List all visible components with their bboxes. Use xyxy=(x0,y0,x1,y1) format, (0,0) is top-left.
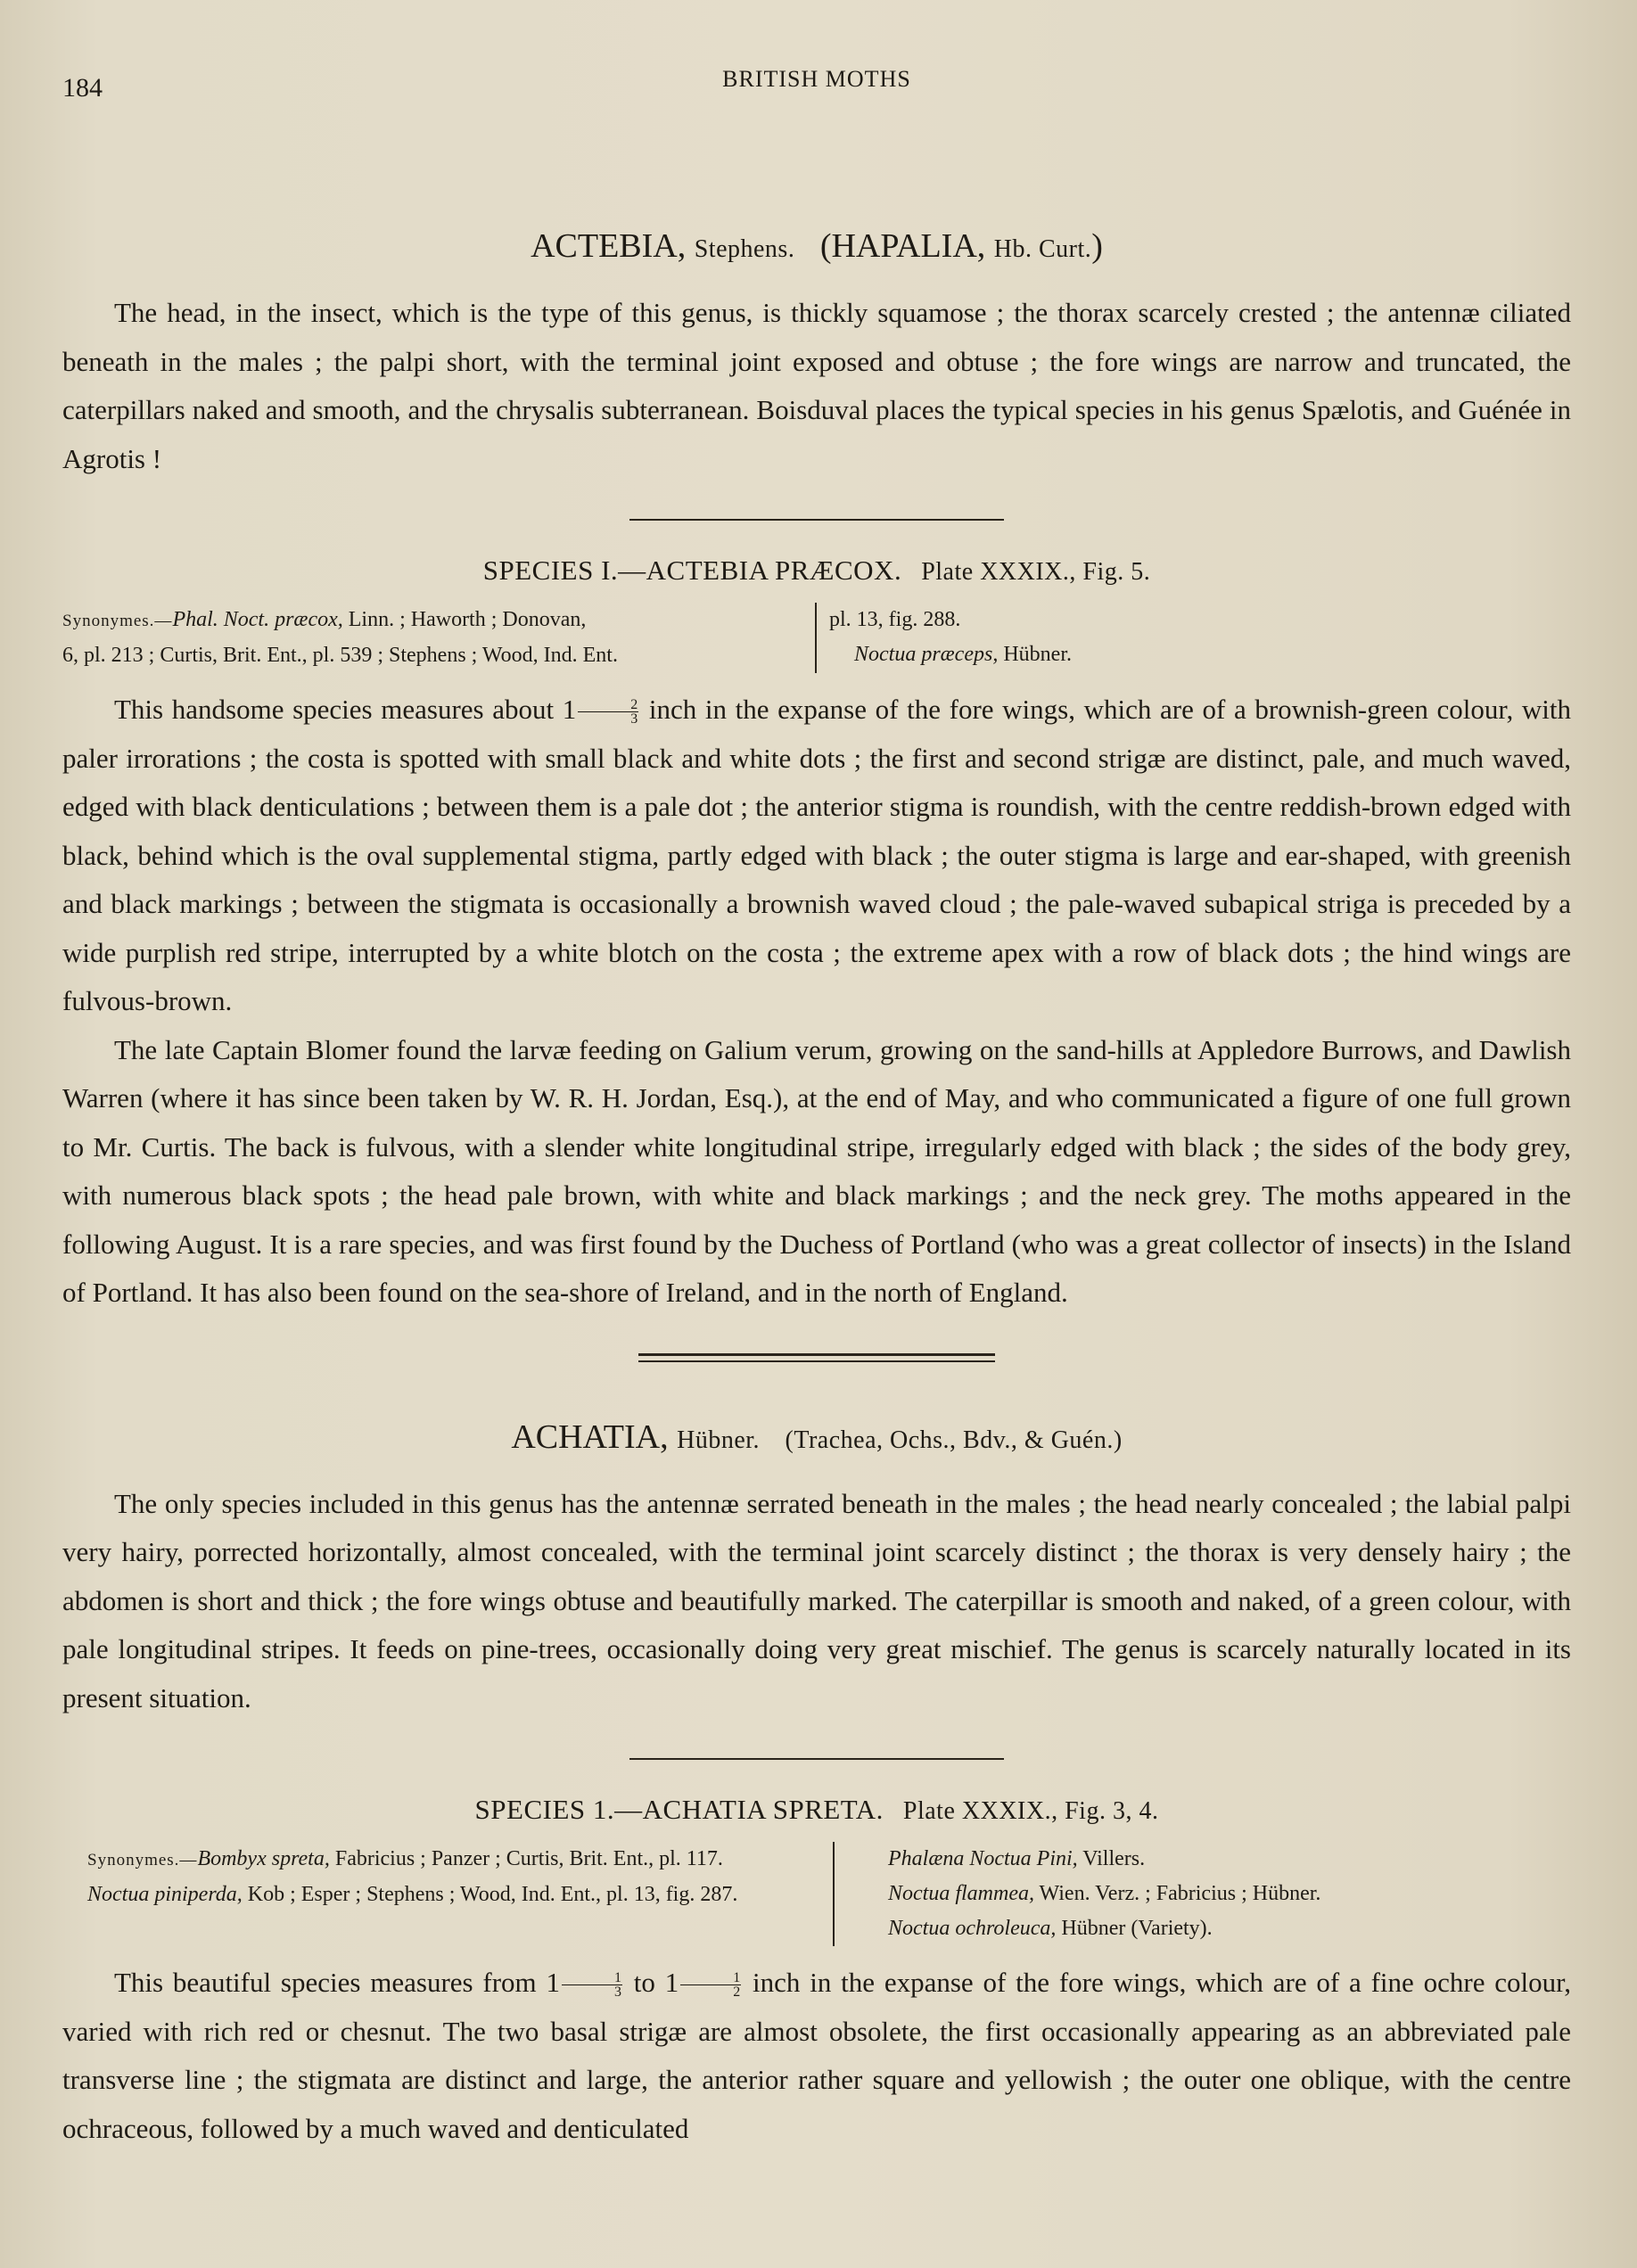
genus-name: ACHATIA, xyxy=(511,1418,678,1456)
alt-genus-close: ) xyxy=(1091,227,1103,265)
species-title: SPECIES 1.—ACHATIA SPRETA. xyxy=(474,1794,884,1825)
running-head xyxy=(62,62,1571,116)
running-title: BRITISH MOTHS xyxy=(722,66,911,92)
synonyms-block-spreta xyxy=(62,1842,1571,1946)
species-heading-spreta xyxy=(62,1794,1571,1826)
synonym-authors: Fabricius ; Panzer ; Curtis, Brit. Ent., pl. 117. xyxy=(329,1847,723,1870)
synonyms-left-column xyxy=(62,603,817,673)
genus-heading-achatia xyxy=(62,1418,1571,1457)
synonym-name: Noctua flammea, xyxy=(888,1882,1034,1905)
synonym-name: Phalæna Noctua Pini, xyxy=(888,1847,1078,1870)
plate-reference: Plate XXXIX., Fig. 3, 4. xyxy=(902,1797,1159,1825)
genus-divider xyxy=(638,1353,995,1362)
synonym-authors: Villers. xyxy=(1077,1847,1146,1870)
plate-reference: Plate XXXIX., Fig. 5. xyxy=(921,558,1151,586)
genus-name: ACTEBIA, xyxy=(531,227,695,265)
species-title: SPECIES I.—ACTEBIA PRÆCOX. xyxy=(482,555,902,586)
genus-heading-actebia xyxy=(62,226,1571,266)
larva-description-praecox: The late Captain Blomer found the larvæ feeding on Galium verum, growing on the sand-hills at Appledore Burrows, and Dawlish Warren (where it has since been taken by W. R. H. Jordan, Esq.), at the end of May, and who communicated a figure of one full grown to Mr. Curtis. The back is fulvous, with a slender white longitudinal stripe, irregularly edged with black ; the sides of the body grey, with numerous black spots ; the head pale brown, with white and black markings ; and the neck grey. The moths appeared in the following August. It is a rare species, and was first found by the Duchess of Portland (who was a great collector of insects) in the Island of Portland. It has also been found on the sea-shore of Ireland, and in the north of England. xyxy=(62,1033,1571,1308)
alt-genus-author: Hb. Curt. xyxy=(993,235,1092,263)
section-divider xyxy=(629,1758,1004,1760)
alt-genus-names: (Trachea, Ochs., Bdv., & Guén.) xyxy=(785,1426,1123,1454)
genus-description-achatia: The only species included in this genus has the antennæ serrated beneath in the males ; the head nearly concealed ; the labial palpi very hairy, porrected horizontally, almost concealed, with the terminal joint scarcely distinct ; the thorax is very densely hairy ; the abdomen is short and thick ; the fore wings obtuse and beautifully marked. The caterpillar is smooth and naked, of a green colour, with pale longitudinal stripes. It feeds on pine-trees, occasionally doing very great mischief. The genus is scarcely naturally located in its present situation. xyxy=(62,1487,1571,1713)
fraction: $\frac{1}{2}$ xyxy=(680,1971,741,1999)
synonym-name: Noctua piniperda, xyxy=(87,1883,243,1906)
species-heading-praecox xyxy=(62,555,1571,587)
synonym-reference: pl. 13, fig. 288. xyxy=(829,608,961,631)
species-description-spreta: This beautiful species measures from 1 $\frac{1}{3}$ to 1 $\frac{1}{2}$ inch in the expanse of the fore wings, which are of a fine ochre colour, varied with rich red or chesnut. The two basal strigæ are almost obsolete, the first occasionally appearing as an abbreviated pale transverse line ; the stigmata are distinct and large, the anterior rather square and yellowish ; the outer one oblique, with the centre ochraceous, followed by a much waved and denticulated xyxy=(62,1967,1571,2144)
alt-genus-name: (HAPALIA, xyxy=(819,227,994,265)
synonyms-right-column xyxy=(835,1842,1320,1946)
section-divider xyxy=(629,519,1004,521)
species-description-praecox: This handsome species measures about 1 $\frac{2}{3}$ inch in the expanse of the fore wings, which are of a brownish-green colour, with paler irrorations ; the costa is spotted with small black and white dots ; the first and second strigæ are distinct, pale, and much waved, edged with black denticulations ; between them is a pale dot ; the anterior stigma is roundish, with the centre reddish-brown edged with black, behind which is the oval supplemental stigma, partly edged with black ; the outer stigma is large and ear-shaped, with greenish and black markings ; between the stigmata is occasionally a brownish waved cloud ; the pale-waved subapical striga is preceded by a wide purplish red stripe, interrupted by a white blotch on the costa ; the extreme apex with a row of black dots ; the hind wings are fulvous-brown. xyxy=(62,694,1572,1016)
synonyms-label: Synonymes.— xyxy=(87,1851,198,1869)
synonyms-left-column xyxy=(62,1842,835,1946)
synonyms-block-praecox xyxy=(62,603,1571,673)
genus-description-actebia: The head, in the insect, which is the type of this genus, is thickly squamose ; the thorax scarcely crested ; the antennæ ciliated beneath in the males ; the palpi short, with the terminal joint exposed and obtuse ; the fore wings are narrow and truncated, the caterpillars naked and smooth, and the chrysalis subterranean. Boisduval places the typical species in his genus Spælotis, and Guénée in Agrotis ! xyxy=(62,297,1571,474)
genus-author: Stephens. xyxy=(694,235,795,263)
fraction: $\frac{2}{3}$ xyxy=(578,698,638,726)
fraction: $\frac{1}{3}$ xyxy=(562,1971,622,1999)
synonym-authors: Hübner (Variety). xyxy=(1056,1917,1213,1940)
synonym-name: Noctua ochroleuca, xyxy=(888,1917,1057,1940)
synonym-authors: Linn. ; Haworth ; Donovan, xyxy=(342,608,587,631)
synonym-authors: Hübner. xyxy=(998,643,1072,666)
synonym-authors: Kob ; Esper ; Stephens ; Wood, Ind. Ent., pl. 13, fig. 287. xyxy=(242,1883,738,1906)
synonyms-right-column xyxy=(817,603,1072,673)
synonym-name: Noctua præceps, xyxy=(854,643,999,666)
synonym-authors-continued: 6, pl. 213 ; Curtis, Brit. Ent., pl. 539 ; Stephens ; Wood, Ind. Ent. xyxy=(62,644,618,667)
synonym-name: Bombyx spreta, xyxy=(197,1847,330,1870)
synonym-name: Phal. Noct. præcox, xyxy=(172,608,343,631)
page-number: 184 xyxy=(62,73,103,103)
synonym-authors: Wien. Verz. ; Fabricius ; Hübner. xyxy=(1033,1882,1321,1905)
synonyms-label: Synonymes.— xyxy=(62,612,173,630)
genus-author: Hübner. xyxy=(677,1426,761,1454)
